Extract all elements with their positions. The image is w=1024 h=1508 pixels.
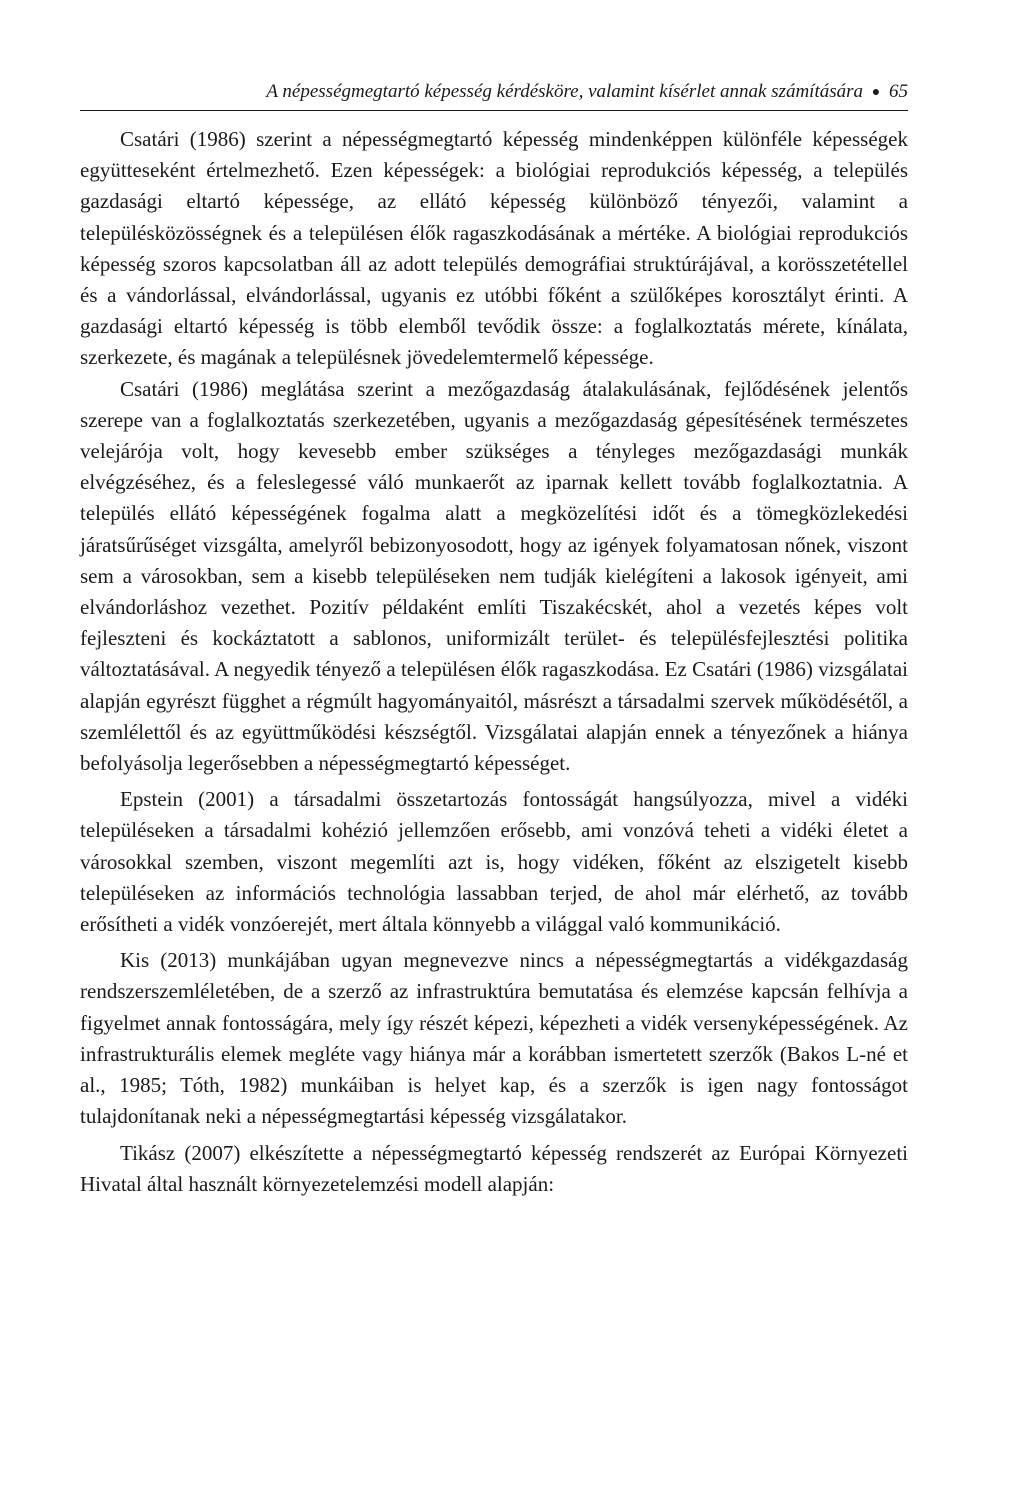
running-header: [80, 80, 908, 111]
paragraph-4: Kis (2013) munkájában ugyan megnevezve nincs a népességmegtartás a vidékgazdaság rendszerszemléletében, de a szerző az infrastruktúra bemutatása és elemzése kapcsán felhívja a figyelmet annak fontosságára, mely így részét képezi, képezheti a vidék versenyképességének. Az infrastrukturális elemek megléte vagy hiánya már a korábban ismertetett szerzők (Bakos L-né et al., 1985; Tóth, 1982) munkáiban is helyet kap, és a szerzők is igen nagy fontosságot tulajdonítanak neki a népességmegtartási képesség vizsgálatakor.: [80, 948, 908, 1129]
bullet-separator: ●: [871, 85, 881, 100]
paragraph-5: Tikász (2007) elkészítette a népességmegtartó képesség rendszerét az Európai Környezeti Hivatal által használt környezetelemzési modell alapján:: [80, 1140, 908, 1196]
running-title: A népességmegtartó képesség kérdésköre, valamint kísérlet annak számítására: [266, 81, 864, 102]
page-number: 65: [889, 81, 908, 102]
paragraph-1: Csatári (1986) szerint a népességmegtartó képesség mindenképpen különféle képességek együtteseként értelmezhető. Ezen képességek: a biológiai reprodukciós képesség, a település gazdasági eltartó képessége, az ellátó képesség különböző tényezői, valamint a településközösségnek és a településen élők ragaszkodásának a mértéke. A biológiai reprodukciós képesség szoros kapcsolatban áll az adott település demográfiai struktúrájával, a korösszetétellel és a vándorlással, elvándorlással, ugyanis ez utóbbi főként a szülőképes korosztályt érinti. A gazdasági eltartó képesség is több elemből tevődik össze: a foglalkoztatás mérete, kínálata, szerkezete, és magának a településnek jövedelemtermelő képessége.: [80, 127, 908, 370]
paragraph-3: Epstein (2001) a társadalmi összetartozás fontosságát hangsúlyozza, mivel a vidéki településeken a társadalmi kohézió jellemzően erősebb, ami vonzóvá teheti a vidéki életet a városokkal szemben, viszont megemlíti azt is, hogy vidéken, főként az elszigetelt kisebb településeken az információs technológia lassabban terjed, de ahol már elérhető, az tovább erősítheti a vidék vonzóerejét, mert általa könnyebb a világgal való kommunikáció.: [80, 787, 908, 937]
body-text: [80, 124, 908, 1200]
paragraph-2: Csatári (1986) meglátása szerint a mezőgazdaság átalakulásának, fejlődésének jelentős szerepe van a foglalkoztatás szerkezetében, ugyanis a mezőgazdaság gépesítésének természetes velejárója volt, hogy kevesebb ember szükséges a tényleges mezőgazdasági munkák elvégzéséhez, és a feleslegessé váló munkaerőt az iparnak kellett tovább foglalkoztatnia. A település ellátó képességének fogalma alatt a megközelítési időt és a tömegközlekedési járatsűrűséget vizsgálta, amelyről bebizonyosodott, hogy az igények folyamatosan nőnek, viszont sem a városokban, sem a kisebb településeken nem tudják kielégíteni a lakosok igényeit, ami elvándorláshoz vezethet. Pozitív példaként említi Tiszakécskét, ahol a vezetés képes volt fejleszteni és kockáztatott a sablonos, uniformizált terület- és településfejlesztési politika változtatásával. A negyedik tényező a településen élők ragaszkodása. Ez Csatári (1986) vizsgálatai alapján egyrészt függhet a régmúlt hagyományaitól, másrészt a társadalmi szervek működésétől, a szemlélettől és az együttműködési készségtől. Vizsgálatai alapján ennek a tényezőnek a hiánya befolyásolja legerősebben a népességmegtartó képességet.: [80, 376, 908, 776]
